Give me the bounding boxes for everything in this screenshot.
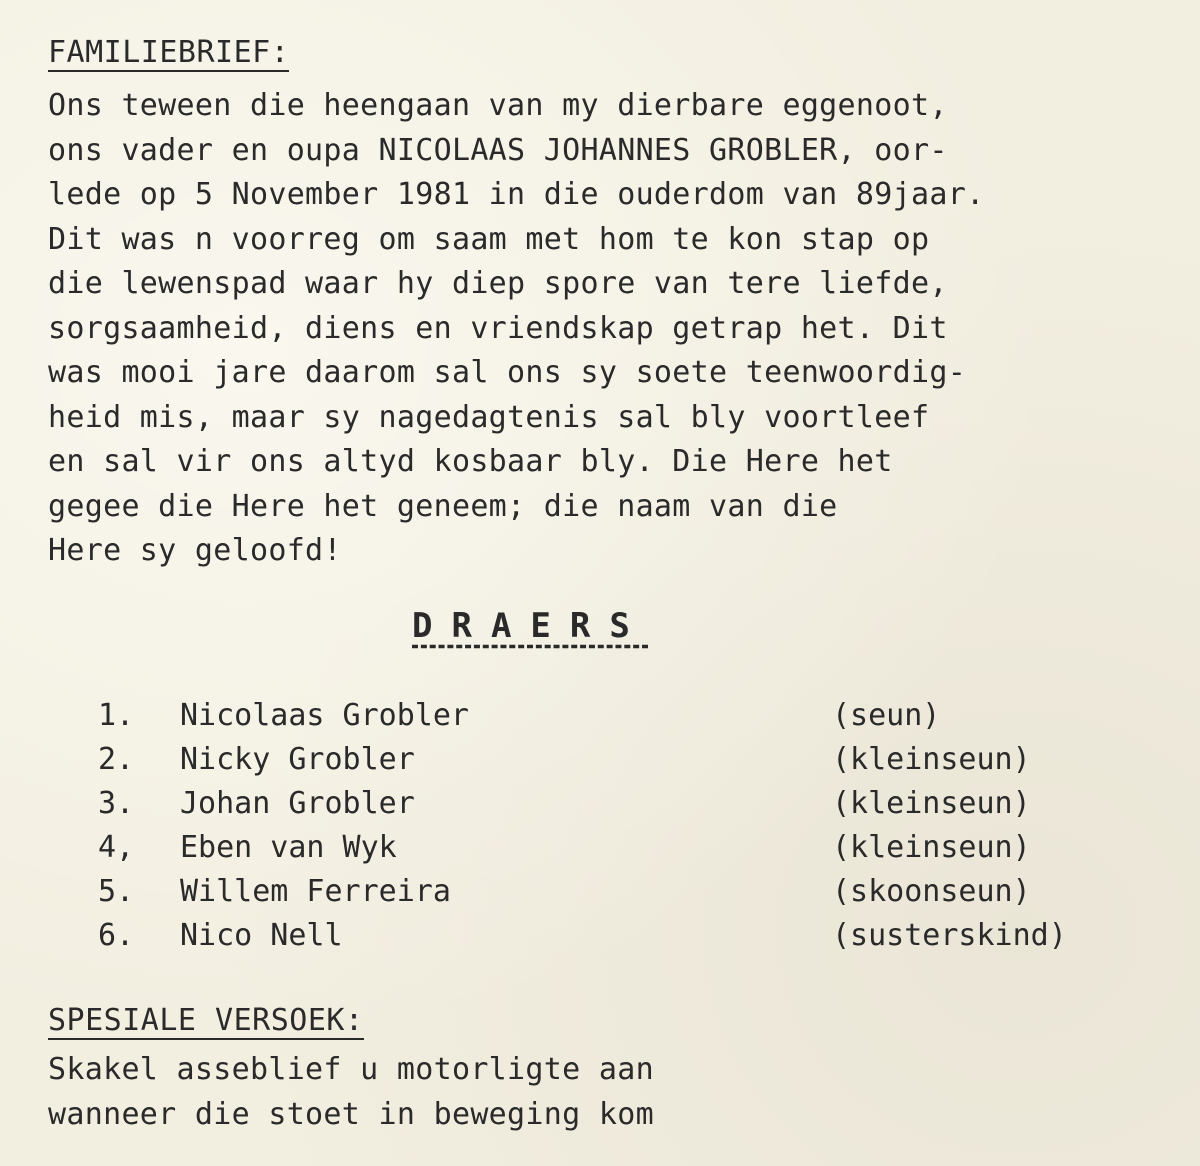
bearer-name: Willem Ferreira [180,874,451,909]
bearer-number: 1. [98,698,135,733]
bearer-number: 4, [98,830,135,865]
bearer-relation: (kleinseun) [832,786,1031,821]
bearer-row [98,826,1138,870]
bearer-name: Nicky Grobler [180,742,415,777]
letter-line: sorgsaamheid, diens en vriendskap getrap het. Dit [48,310,948,346]
bearer-relation: (kleinseun) [832,830,1031,865]
bearers-list [98,694,1138,958]
bearer-number: 5. [98,874,135,909]
letter-line: heid mis, maar sy nagedagtenis sal bly voortleef [48,399,930,435]
special-request-body [48,1048,1048,1137]
bearer-name: Nico Nell [180,918,343,953]
bearer-row [98,914,1138,958]
letter-line: lede op 5 November 1981 in die ouderdom van 89jaar. [48,177,985,212]
bearer-row [98,694,1138,738]
bearer-row [98,870,1138,914]
letter-line: die lewenspad waar hy diep spore van tere liefde, [48,266,948,301]
bearer-row [98,782,1138,826]
bearers-title: DRAERS [412,606,649,646]
letter-line: Ons teween die heengaan van my dierbare eggenoot, [48,88,948,123]
letter-line: en sal vir ons altyd kosbaar bly. Die Here het [48,444,893,479]
bearer-number: 2. [98,742,135,777]
bearer-number: 3. [98,786,135,821]
letter-line: ons vader en oupa NICOLAAS JOHANNES GROBLER, oor- [48,132,948,168]
letter-line: was mooi jare daarom sal ons sy soete teenwoordig- [48,355,967,390]
request-line: wanneer die stoet in beweging kom [48,1096,654,1132]
bearer-relation: (seun) [832,698,941,733]
family-letter-heading: FAMILIEBRIEF: [48,35,290,70]
bearer-number: 6. [98,918,135,953]
bearer-name: Nicolaas Grobler [180,698,469,733]
request-line: Skakel asseblief u motorligte aan [48,1052,654,1087]
family-letter-body [48,84,1188,574]
bearer-relation: (kleinseun) [832,742,1031,777]
bearer-relation: (skoonseun) [832,874,1031,909]
letter-line: Here sy geloofd! [48,533,342,568]
bearer-relation: (susterskind) [832,918,1067,953]
special-request-heading: SPESIALE VERSOEK: [48,1003,364,1038]
letter-line: Dit was n voorreg om saam met hom te kon stap op [48,221,930,257]
bearer-row [98,738,1138,782]
letter-line: gegee die Here het geneem; die naam van die [48,488,838,524]
bearer-name: Johan Grobler [180,786,415,821]
bearer-name: Eben van Wyk [180,830,397,865]
